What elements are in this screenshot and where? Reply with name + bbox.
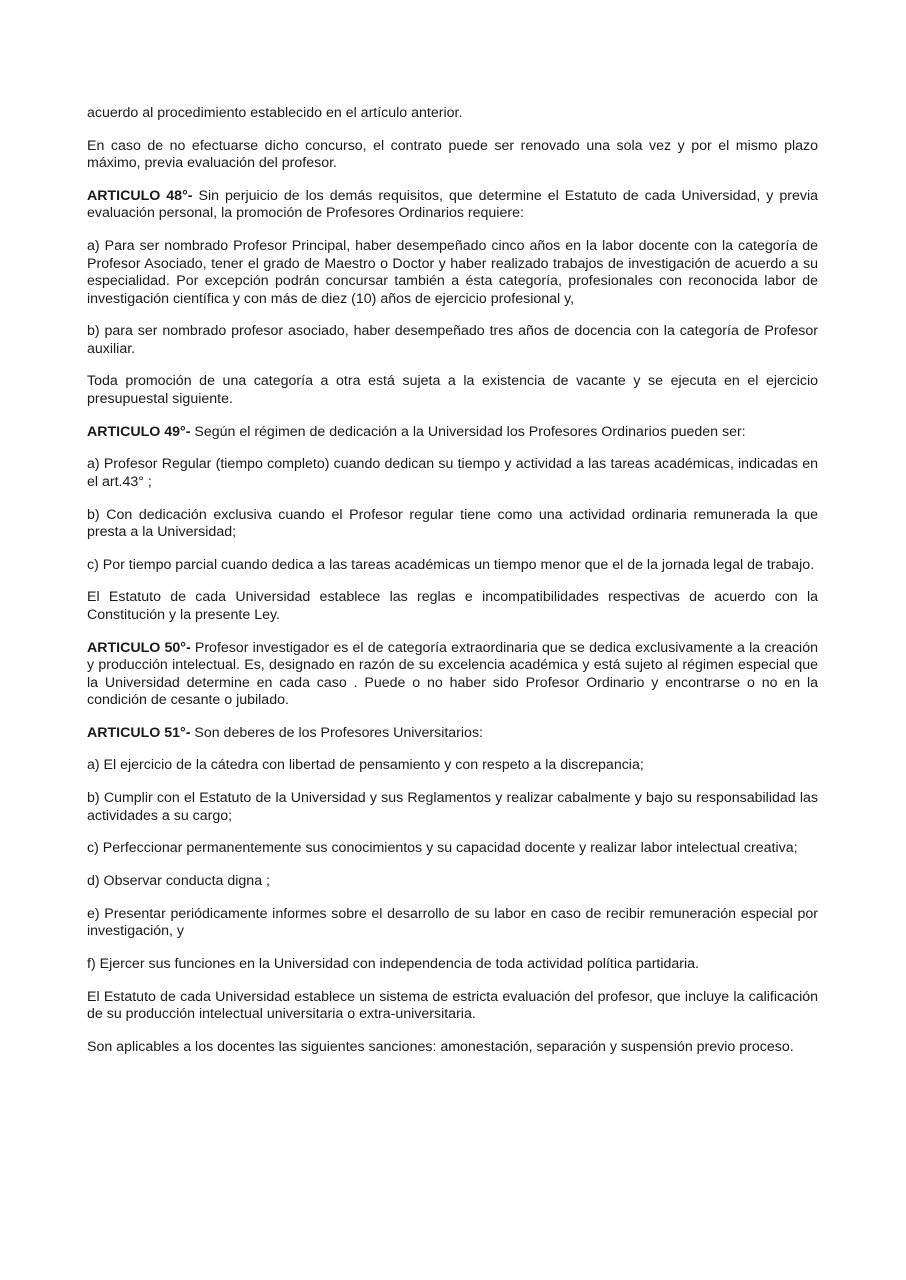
paragraph-text: El Estatuto de cada Universidad establece un sistema de estricta evaluación del profesor, que incluye la calificación de su producción intelectual universitaria o extra-universitaria. (87, 988, 818, 1023)
paragraph-text: En caso de no efectuarse dicho concurso, el contrato puede ser renovado una sola vez y por el mismo plazo máximo, previa evaluación del profesor. (87, 137, 818, 172)
paragraph-text: Según el régimen de dedicación a la Universidad los Profesores Ordinarios pueden ser: (190, 423, 746, 440)
paragraph-text: f) Ejercer sus funciones en la Universidad con independencia de toda actividad política partidaria. (87, 955, 700, 972)
article-51-paragraph (87, 725, 818, 743)
paragraph (87, 989, 818, 1024)
paragraph-text: acuerdo al procedimiento establecido en el artículo anterior. (87, 105, 463, 121)
paragraph (87, 790, 818, 825)
paragraph (87, 906, 818, 941)
article-49-paragraph (87, 424, 818, 442)
paragraph-text: El Estatuto de cada Universidad establece las reglas e incompatibilidades respectivas de acuerdo con la Constitución y la presente Ley. (87, 589, 818, 623)
paragraph-text: a) Profesor Regular (tiempo completo) cuando dedican su tiempo y actividad a las tareas académicas, indicadas en el art.43° ; (87, 456, 818, 490)
paragraph-text: Son deberes de los Profesores Universitarios: (190, 724, 483, 741)
paragraph (87, 873, 818, 891)
paragraph (87, 507, 818, 542)
paragraph-text: Sin perjuicio de los demás requisitos, que determine el Estatuto de cada Universidad, y previa evaluación personal, la promoción de Profesores Ordinarios requiere: (87, 187, 818, 222)
paragraph-text: b) Cumplir con el Estatuto de la Universidad y sus Reglamentos y realizar cabalmente y bajo su responsabilidad las actividades a su cargo; (87, 790, 818, 824)
paragraph (87, 238, 818, 308)
article-50-paragraph (87, 640, 818, 710)
paragraph (87, 323, 818, 358)
paragraph-text: b) Con dedicación exclusiva cuando el Profesor regular tiene como una actividad ordinaria remunerada la que presta a la Universidad; (87, 506, 818, 540)
paragraph (87, 956, 818, 974)
paragraph (87, 138, 818, 173)
paragraph (87, 373, 818, 408)
paragraph-text: e) Presentar periódicamente informes sobre el desarrollo de su labor en caso de recibir remuneración especial por investigación, y (87, 905, 818, 940)
paragraph-text: d) Observar conducta digna ; (87, 873, 270, 889)
paragraph (87, 1039, 818, 1057)
paragraph-text: c) Por tiempo parcial cuando dedica a las tareas académicas un tiempo menor que el de la jornada legal de trabajo. (87, 556, 815, 573)
paragraph (87, 105, 818, 123)
paragraph-text: b) para ser nombrado profesor asociado, haber desempeñado tres años de docencia con la categoría de Profesor auxiliar. (87, 323, 818, 357)
paragraph-text: a) El ejercicio de la cátedra con libertad de pensamiento y con respeto a la discrepancia; (87, 757, 644, 774)
article-heading: ARTICULO 51°- (87, 724, 191, 741)
article-heading: ARTICULO 48°- (87, 187, 193, 204)
paragraph (87, 757, 818, 775)
paragraph-text: a) Para ser nombrado Profesor Principal, haber desempeñado cinco años en la labor docente con la categoría de Profesor Asociado, tener el grado de Maestro o Doctor y haber realizado trabajos de investigación de acuerdo a su especialidad. Por excepción podrán concursar también a ésta categoría, profesionales con reconocida labor de investigación científica y con más de diez (10) años de ejercicio profesional y, (87, 238, 818, 307)
article-48-paragraph (87, 188, 818, 223)
paragraph-text: Profesor investigador es el de categoría extraordinaria que se dedica exclusivamente a la creación y producción intelectual. Es, designado en razón de su excelencia académica y está sujeto al régimen especial que la Universidad determine en cada caso . Puede o no haber sido Profesor Ordinario y encontrarse o no en la condición de cesante o jubilado. (87, 639, 818, 709)
paragraph (87, 557, 818, 575)
paragraph-text: Son aplicables a los docentes las siguientes sanciones: amonestación, separación y suspensión previo proceso. (87, 1038, 794, 1055)
paragraph-text: c) Perfeccionar permanentemente sus conocimientos y su capacidad docente y realizar labor intelectual creativa; (87, 840, 798, 857)
paragraph (87, 840, 818, 858)
article-heading: ARTICULO 50°- (87, 639, 191, 656)
paragraph (87, 589, 818, 624)
paragraph-text: Toda promoción de una categoría a otra está sujeta a la existencia de vacante y se ejecuta en el ejercicio presupuestal siguiente. (87, 373, 818, 407)
article-heading: ARTICULO 49°- (87, 423, 191, 440)
paragraph (87, 456, 818, 491)
document-page (87, 105, 818, 1071)
